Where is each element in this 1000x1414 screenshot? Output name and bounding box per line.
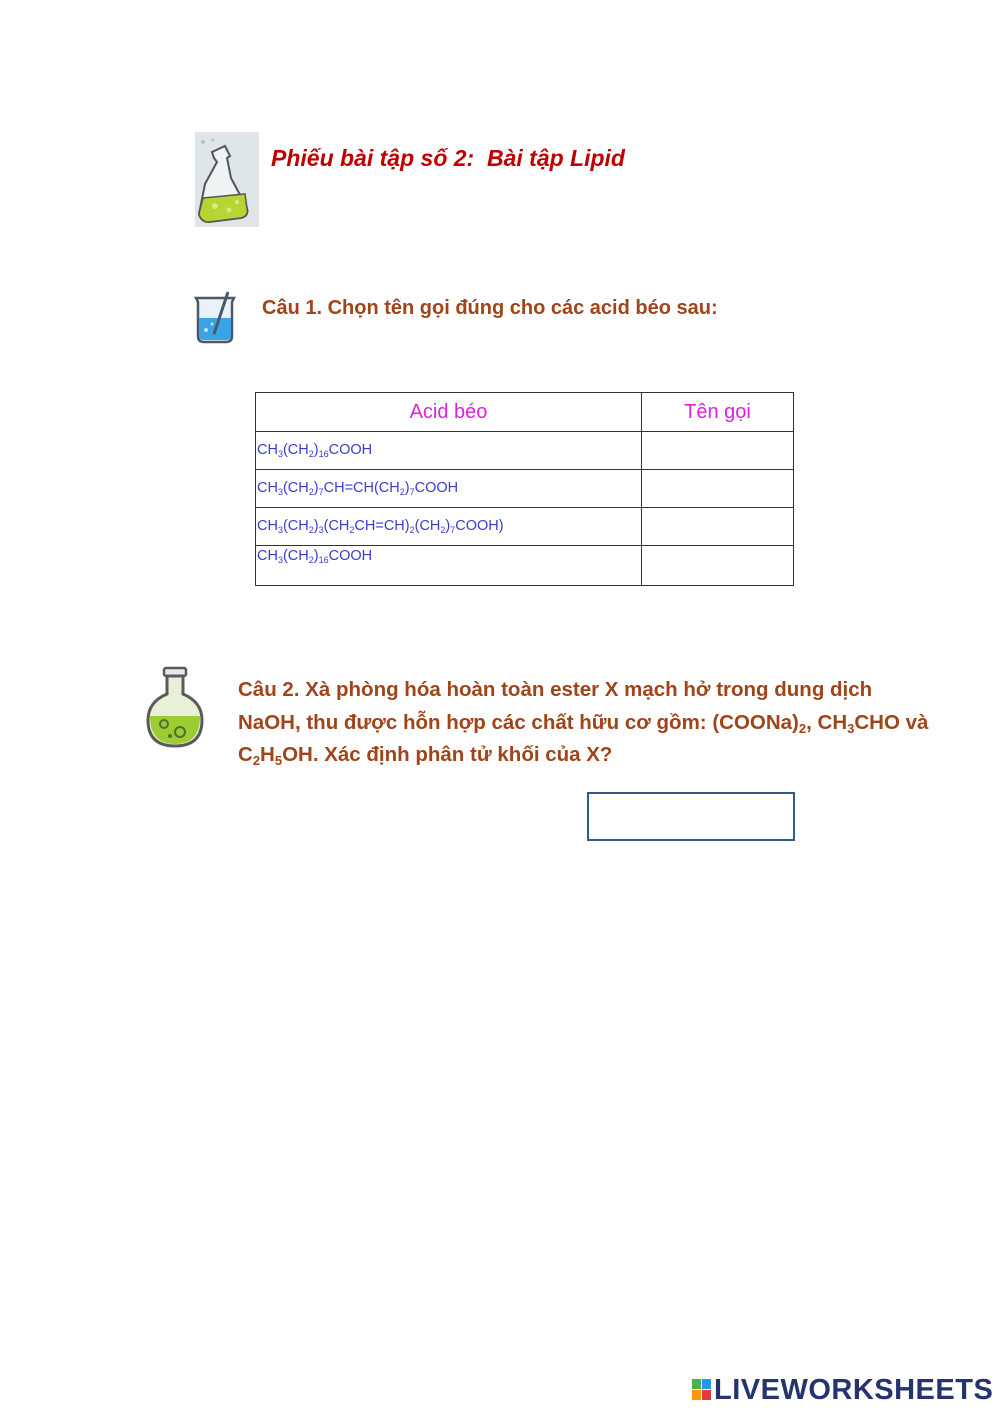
table-row <box>256 508 794 546</box>
flask-icon <box>195 132 259 227</box>
question-2-text: Câu 2. Xà phòng hóa hoàn toàn ester X mạch hở trong dung dịch NaOH, thu được hỗn hợp các chất hữu cơ gồm: $(COONa)_2$, $CH_3CHO$ và $C_2H_5OH$. Xác định phân tử khối của X? <box>238 678 929 768</box>
page-title: Phiếu bài tập số 2: Bài tập Lipid <box>271 145 625 171</box>
formula-cell: $CH_3(CH_2)_3(CH_2CH=CH)_2(CH_2)_7COOH$) <box>256 508 642 546</box>
formula-cell: $CH_3(CH_2)_{16}COOH$ <box>256 546 642 586</box>
table-row <box>256 546 794 586</box>
column-header-acid: Acid béo <box>256 393 642 432</box>
fatty-acid-table <box>255 392 794 586</box>
answer-input[interactable] <box>587 792 795 841</box>
question-1-text: Câu 1. Chọn tên gọi đúng cho các acid béo sau: <box>262 297 718 319</box>
round-flask-icon <box>140 664 210 754</box>
name-answer-cell[interactable] <box>642 508 794 546</box>
formula-cell: $CH_3(CH_2)_7CH=CH(CH_2)_7COOH$ <box>256 470 642 508</box>
brand-name: LIVEWORKSHEETS <box>714 1373 994 1406</box>
name-answer-cell[interactable] <box>642 546 794 586</box>
table-row <box>256 470 794 508</box>
name-answer-cell[interactable] <box>642 432 794 470</box>
table-row <box>256 432 794 470</box>
name-answer-cell[interactable] <box>642 470 794 508</box>
column-header-name: Tên gọi <box>642 393 794 432</box>
logo-mark-icon <box>692 1379 712 1401</box>
table-header-row <box>256 393 794 432</box>
formula-cell: $CH_3(CH_2)_{16}COOH$ <box>256 432 642 470</box>
beaker-icon <box>192 290 240 344</box>
liveworksheets-logo[interactable] <box>692 1373 993 1407</box>
